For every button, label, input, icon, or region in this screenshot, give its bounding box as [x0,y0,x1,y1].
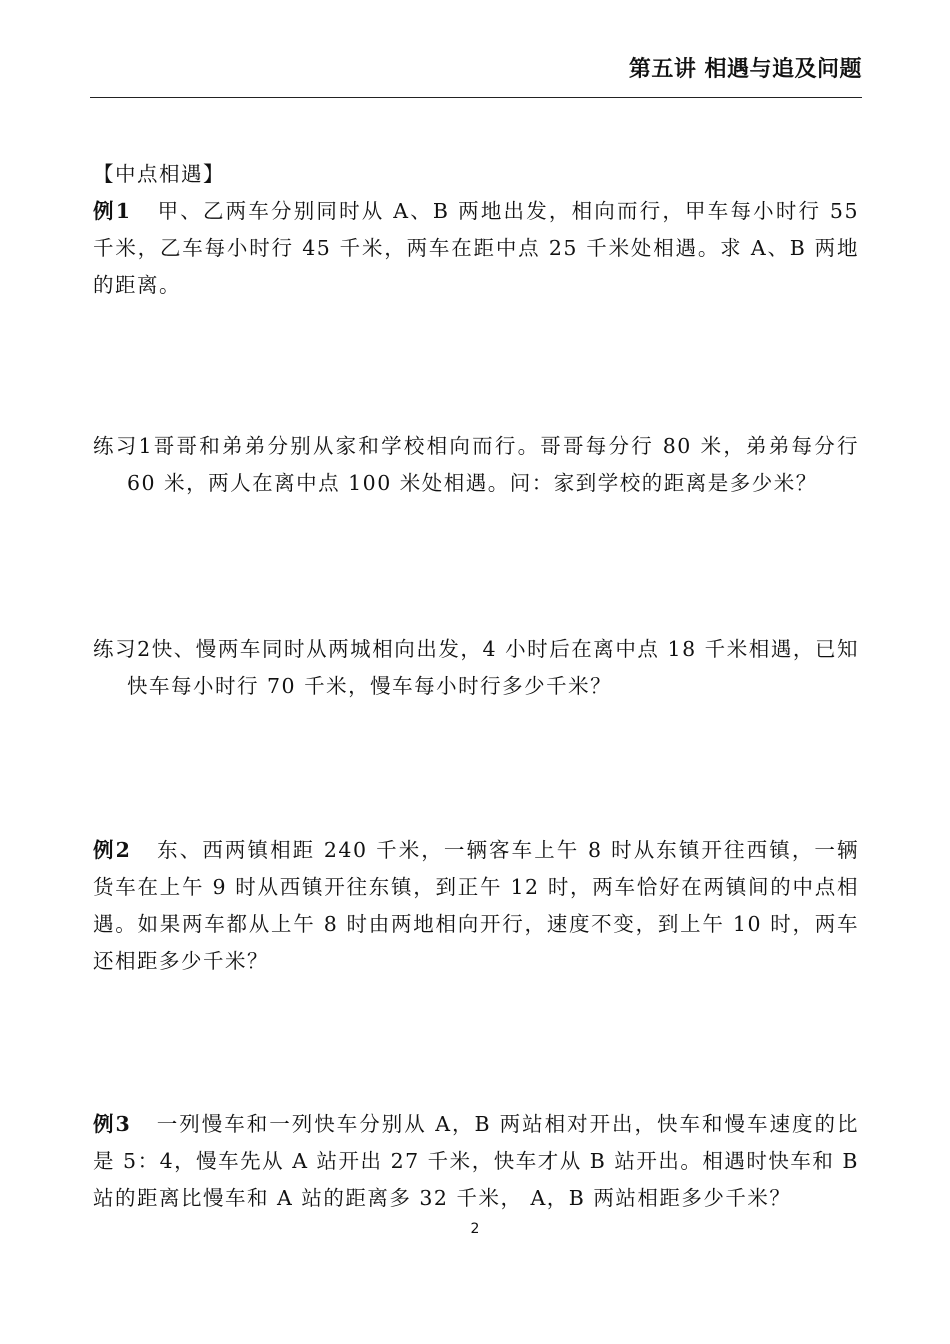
page-header-title: 第五讲 相遇与追及问题 [628,57,862,82]
example-3-text: 一列慢车和一列快车分别从 A，B 两站相对开出，快车和慢车速度的比是 5：4，慢车先从 A 站开出 27 千米，快车才从 B 站开出。相遇时快车和 B 站的距离比慢车和 A 站的距离多 32 千米， A，B 两站相距多少千米？ [93,1112,859,1210]
header-divider [90,97,862,98]
example-1-label: 例1 [93,199,132,223]
example-2-text: 东、西两镇相距 240 千米，一辆客车上午 8 时从东镇开往西镇，一辆货车在上午 9 时从西镇开往东镇，到正午 12 时，两车恰好在两镇间的中点相遇。如果两车都从上午 8 时由两地相向开行，速度不变，到上午 10 时，两车还相距多少千米？ [93,838,859,973]
example-2-label: 例2 [93,838,132,862]
example-3-label: 例3 [93,1112,132,1136]
example-2 [93,832,859,980]
example-1 [93,193,859,304]
example-3 [93,1106,859,1217]
exercise-1-text: 哥哥和弟弟分别从家和学校相向而行。哥哥每分行 80 米，弟弟每分行 60 米，两人在离中点 100 米处相遇。问：家到学校的距离是多少米？ [127,434,860,495]
example-1-text: 甲、乙两车分别同时从 A、B 两地出发，相向而行，甲车每小时行 55 千米，乙车每小时行 45 千米，两车在距中点 25 千米处相遇。求 A、B 两地的距离。 [93,199,859,297]
exercise-1 [93,428,859,502]
exercise-2-text: 快、慢两车同时从两城相向出发，4 小时后在离中点 18 千米相遇，已知快车每小时行 70 千米，慢车每小时行多少千米？ [127,637,859,698]
section-heading: 【中点相遇】 [93,162,225,186]
exercise-2 [93,631,859,705]
exercise-2-label: 练习2 [93,637,152,661]
page-number: 2 [470,1221,480,1237]
exercise-1-label: 练习1 [93,434,154,458]
